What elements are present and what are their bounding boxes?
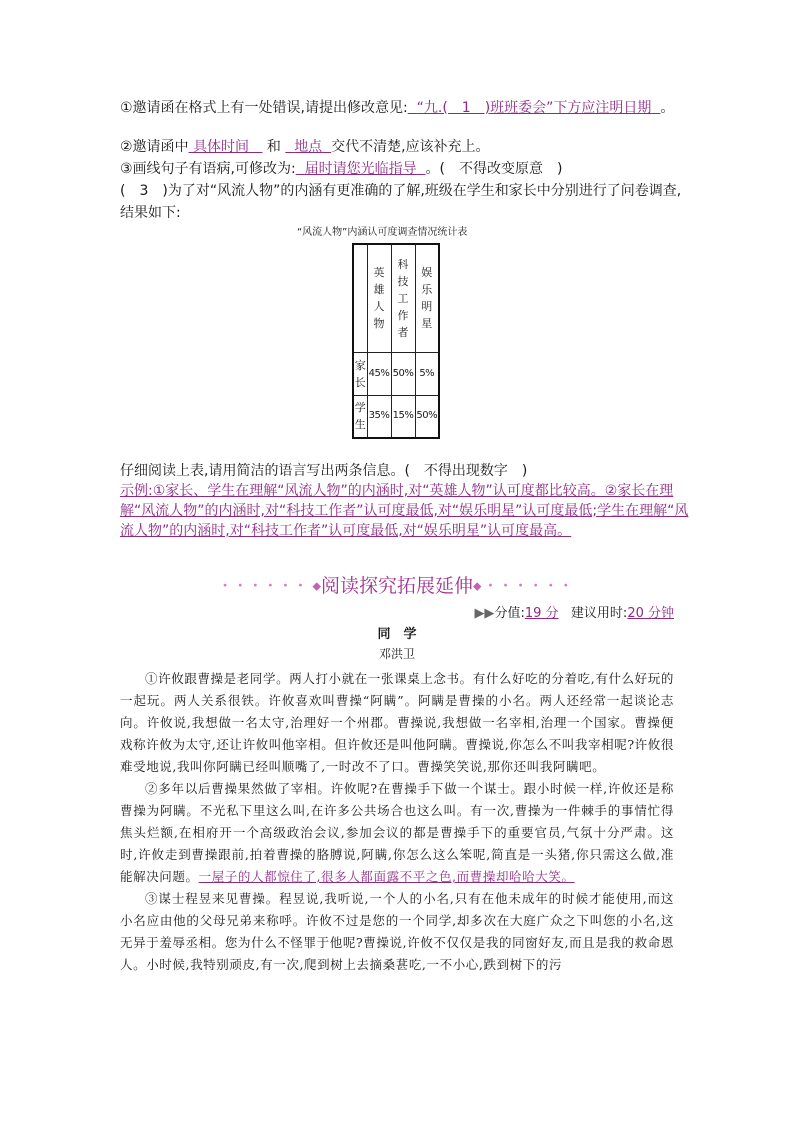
table-header-cell: 科技工作者 [391,244,415,352]
article-title: 同 学 [377,627,417,642]
table-row [353,352,439,395]
question-2-answer-a: 具体时间 [193,139,250,155]
question-5-answer-line-2: 解“风流人物”的内涵时,对“科技工作者”认可度最低,对“娱乐明星”认可度最低;学生在理解“风 [120,503,689,519]
table-row [353,395,439,438]
underlined-sentence: 一屋子的人都惊住了,很多人都面露不平之色,而曹操却哈哈大笑。 [198,869,575,884]
question-5-answer-line-3: 流人物”的内涵时,对“科技工作者”认可度最低,对“娱乐明星”认可度最高。 [120,523,572,539]
question-3-prefix: ③画线句子有语病,可修改为: [120,161,296,177]
article-paragraph-2: ②多年以后曹操果然做了宰相。许攸呢?在曹操手下做一个谋士。跟小时候一样,许攸还是称曹操为阿瞒。不光私下里这么叫,在许多公共场合也这么叫。有一次,曹操为一件棘手的事情忙得焦头烂额,在相府开一个高级政治会议,参加会议的都是曹操手下的重要官员,气氛十分严肃。这时,许攸走到曹操跟前,拍着曹操的胳膊说,阿瞒,你怎么这么笨呢,简直是一头猪,你只需这么做,准能解决问题。一屋子的人都惊住了,很多人都面露不平之色,而曹操却哈哈大笑。 [120,781,674,884]
diamond-icon: ◆ [473,579,482,593]
table-header-cell: 英雄人物 [367,244,391,352]
table-cell: 5% [415,352,439,395]
table-cell: 45% [367,352,391,395]
question-5-answer-line-1: 示例:①家长、学生在理解“风流人物”的内涵时,对“英雄人物”认可度都比较高。②家长在理 [120,483,674,499]
score-label: 分值: [494,606,525,621]
diamond-icon: ◆ [312,579,321,593]
table-cell: 50% [415,395,439,438]
question-4-line-2: 结果如下: [120,205,181,221]
table-row-label: 家长 [353,352,367,395]
question-3-suffix: 。( 不得改变原意 ) [425,161,563,177]
question-2-prefix: ②邀请函中 [120,139,189,155]
article-paragraph-1: ①许攸跟曹操是老同学。两人打小就在一张课桌上念书。有什么好吃的分着吃,有什么好玩的一起玩。两人关系很铁。许攸喜欢叫曹操“阿瞒”。阿瞒是曹操的小名。两人还经常一起谈论志向。许攸说,我想做一名太守,治理好一个州郡。曹操说,我想做一名宰相,治理一个国家。曹操便戏称许攸为太守,还让许攸叫他宰相。但许攸还是叫他阿瞒。曹操说,你怎么不叫我宰相呢?许攸很难受地说,我叫你阿瞒已经叫顺嘴了,一时改不了口。曹操笑笑说,那你还叫我阿瞒吧。 [120,671,674,774]
table-corner-cell [353,244,367,352]
section-dots-right: • • • • • • [487,580,572,592]
table-header-cell: 娱乐明星 [415,244,439,352]
question-1-answer: “九.( 1 )班班委会”下方应注明日期 [416,100,652,116]
question-4-line-1: ( 3 )为了对“风流人物”的内涵有更准确的了解,班级在学生和家长中分别进行了问卷调查, [120,183,682,199]
score-info [474,605,674,623]
question-1-prefix: ①邀请函在格式上有一处错误,请提出修改意见: [120,100,408,116]
question-2-answer-b: 地点 [294,139,323,155]
table-cell: 50% [391,352,415,395]
section-title: 阅读探究拓展延伸 [320,575,473,597]
score-value: 19 分 [524,606,559,621]
question-1-suffix: 。 [660,100,675,116]
table-row-label: 学生 [353,395,367,438]
article-body [120,668,674,976]
table-cell: 15% [391,395,415,438]
question-3 [120,159,562,179]
article-paragraph-3: ③谋士程昱来见曹操。程昱说,我听说,一个人的小名,只有在他未成年的时候才能使用,而这小名应由他的父母兄弟来称呼。许攸不过是您的一个同学,却多次在大庭广众之下叫您的小名,这无异于羞辱丞相。您为什么不怪罪于他呢?曹操说,许攸不仅仅是我的同窗好友,而且是我的救命恩人。小时候,我特别顽皮,有一次,爬到树上去摘桑葚吃,一不小心,跌到树下的污 [120,891,674,972]
question-2 [120,137,490,157]
table-title: “风流人物”内涵认可度调查情况统计表 [297,227,468,238]
time-label: 建议用时: [570,606,628,621]
question-1 [120,98,674,118]
section-dots-left: • • • • • • [222,580,307,592]
question-2-suffix: 交代不清楚,应该补充上。 [331,139,490,155]
article-author: 邓洪卫 [378,647,415,661]
table-header-row [353,244,439,352]
table-cell: 35% [367,395,391,438]
arrow-icon: ▶▶ [474,606,495,621]
question-3-answer: 届时请您光临指导 [304,161,417,177]
section-header [0,573,794,600]
question-2-mid: 和 [266,139,281,155]
question-5-prompt: 仔细阅读上表,请用简洁的语言写出两条信息。( 不得出现数字 ) [120,463,528,479]
time-value: 20 分钟 [627,606,674,621]
survey-table [352,243,440,439]
